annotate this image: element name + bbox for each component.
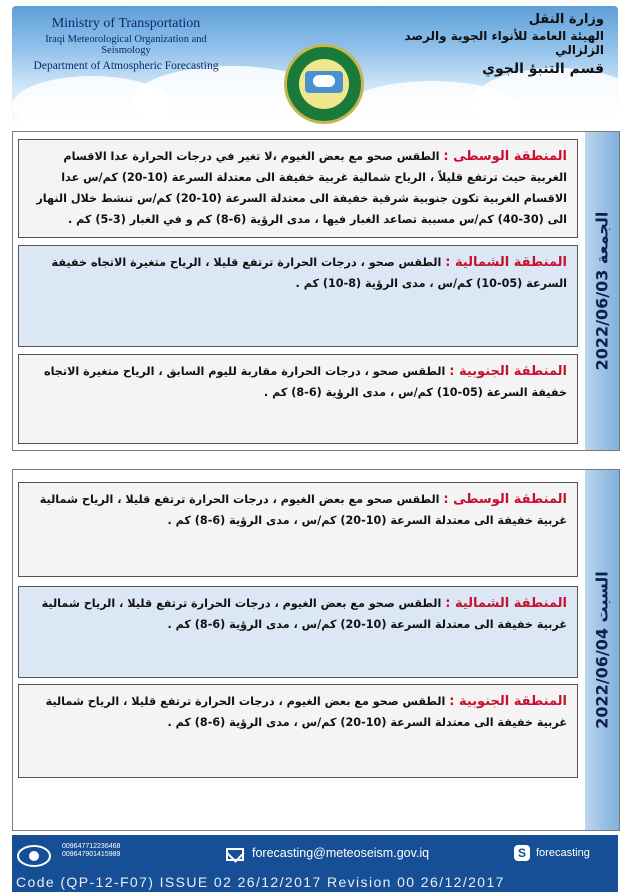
watermark-logo-icon (16, 841, 52, 871)
ministry-name-en: Ministry of Transportation (51, 16, 201, 31)
phone-numbers (62, 843, 120, 859)
forecast-south (18, 354, 578, 444)
email-link[interactable]: forecasting@meteoseism.gov.iq (252, 846, 430, 860)
forecast-text: الطقس صحو مع بعض الغيوم ، درجات الحرارة ترتفع قليلا ، الرياح شمالية غربية خفيفة الى معتدلة السرعة (10-20) كم/س ، مدى الرؤية (6-8) كم . (41, 597, 567, 631)
phone-number: 009647901415989 (62, 851, 121, 858)
organization-name-ar: الهيئة العامة للأنواء الجوية والرصد الزلزالي (404, 29, 604, 57)
organization-logo (284, 44, 364, 124)
skype-handle[interactable]: forecasting (536, 847, 590, 859)
region-title: المنطقة الشمالية : (445, 255, 567, 270)
forecast-text: الطقس صحو ، درجات الحرارة مقاربة لليوم السابق ، الرياح متغيرة الاتجاه خفيفة السرعة (05-10) كم/س ، مدى الرؤية (6-8) كم . (44, 365, 567, 399)
date-bar (585, 132, 619, 450)
date-bar (585, 470, 619, 830)
forecast-central (18, 139, 578, 238)
skype-icon: S (514, 845, 530, 861)
department-name-en: Department of Atmospheric Forecasting (33, 60, 219, 72)
date-label: السبت 2022/06/04 (592, 571, 612, 729)
forecast-day-2 (12, 469, 620, 831)
forecast-central (18, 482, 578, 577)
forecast-text: الطقس صحو مع بعض الغيوم ، درجات الحرارة ترتفع قليلا ، الرياح شمالية غربية خفيفة الى معتدلة السرعة (10-20) كم/س ، مدى الرؤية (6-8) كم . (39, 493, 567, 527)
forecast-day-1 (12, 131, 620, 451)
ministry-name-ar: وزارة النقل (528, 12, 604, 27)
organization-name-en: Iraqi Meteorological Organization and Seismology (45, 34, 207, 56)
region-title: المنطقة الجنوبية : (449, 364, 567, 379)
forecast-text: الطقس صحو مع بعض الغيوم ، درجات الحرارة ترتفع قليلا ، الرياح شمالية غربية خفيفة الى معتدلة السرعة (10-20) كم/س ، مدى الرؤية (6-8) كم . (45, 695, 567, 729)
forecast-text: الطقس صحو ، درجات الحرارة ترتفع قليلا ، الرياح متغيرة الاتجاه خفيفة السرعة (05-10) كم/س ، مدى الرؤية (8-10) كم . (51, 256, 567, 290)
department-name-ar: قسم التنبؤ الجوي (482, 61, 604, 77)
header-banner (12, 6, 618, 124)
mail-icon (226, 848, 244, 861)
document-code: Code (QP-12-F07) ISSUE 02 26/12/2017 Revision 00 26/12/2017 (16, 874, 505, 890)
date-label: الجمعة 2022/06/03 (592, 211, 612, 371)
footer-bar (12, 835, 618, 892)
region-title: المنطقة الجنوبية : (449, 694, 567, 709)
forecast-north (18, 245, 578, 347)
region-title: المنطقة الوسطى : (443, 149, 567, 164)
region-title: المنطقة الوسطى : (443, 492, 567, 507)
phone-number: 009647712236468 (62, 843, 121, 850)
arabic-org-title (404, 12, 604, 77)
region-title: المنطقة الشمالية : (445, 596, 567, 611)
forecast-text: الطقس صحو مع بعض الغيوم ،لا تغير في درجات الحرارة عدا الاقسام الغربية حيث ترتفع قليلاً ، الرياح شمالية غربية خفيفة الى معتدلة السرعة (10-20) كم/س عدا الاقسام الغربية تكون جنوبية شرقية خفيفة الى معتدلة السرعة (10-20) كم/س تنشط خلال النهار الى (30-40) كم/س مسببة تصاعد الغبار فيها ، مدى الرؤية (6-8) كم و في الغبار (3-5) كم . (36, 150, 567, 226)
forecast-south (18, 684, 578, 778)
forecast-north (18, 586, 578, 678)
english-org-title (26, 16, 226, 72)
